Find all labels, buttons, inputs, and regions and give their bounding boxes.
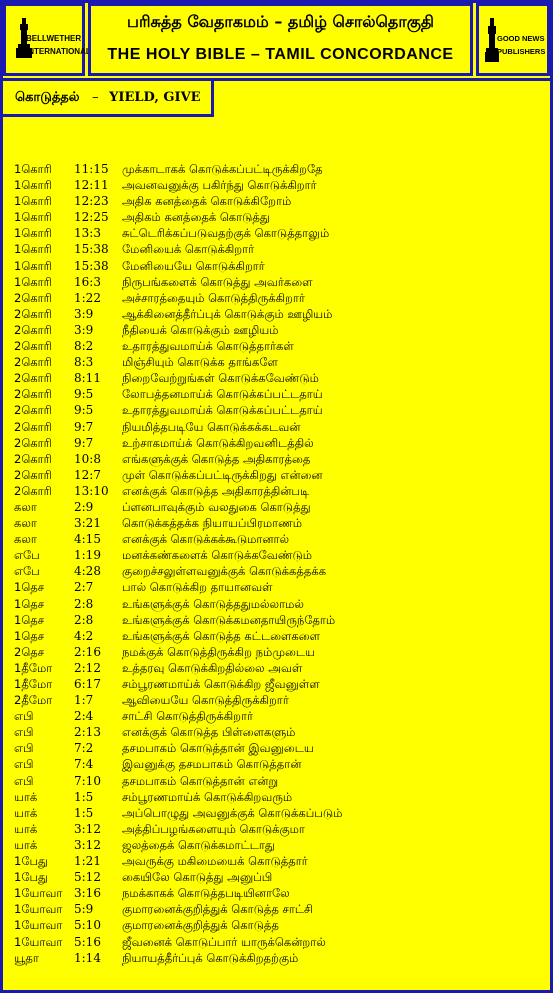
entry-reference: 9:5 bbox=[74, 403, 94, 418]
list-item bbox=[14, 515, 544, 531]
entry-reference: 8:11 bbox=[74, 371, 101, 386]
entry-reference: 7:2 bbox=[74, 741, 94, 756]
list-item bbox=[14, 579, 544, 595]
entry-reference: 1:14 bbox=[74, 950, 101, 965]
entry-reference: 4:15 bbox=[74, 532, 101, 547]
entry-book: 1தீமோ bbox=[14, 660, 53, 675]
entry-text: சுட்டெரிக்கப்படுவதற்குக் கொடுத்தாலும் bbox=[122, 226, 330, 241]
entry-book: 1யோவா bbox=[14, 934, 63, 949]
entry-reference: 2:13 bbox=[74, 725, 101, 740]
entry-reference: 1:21 bbox=[74, 854, 101, 869]
list-item bbox=[14, 290, 544, 306]
entry-book: எபி bbox=[14, 741, 34, 756]
headword-separator: – bbox=[92, 90, 99, 105]
list-item bbox=[14, 853, 544, 869]
entry-text: அவனவனுக்கு பகிர்ந்து கொடுக்கிறார் bbox=[122, 178, 317, 193]
entry-reference: 2:7 bbox=[74, 580, 94, 595]
entry-reference: 3:12 bbox=[74, 821, 101, 836]
list-item bbox=[14, 773, 544, 789]
entry-text: கையிலே கொடுத்து அனுப்பி bbox=[122, 870, 273, 885]
list-item bbox=[14, 402, 544, 418]
entry-text: ப்ளனபாவுக்கும் வலதுகை கொடுத்து bbox=[122, 499, 311, 514]
entry-book: 2கொரி bbox=[14, 306, 52, 321]
entry-text: உதாரத்துவமாய்க் கொடுத்தார்கள் bbox=[122, 339, 294, 354]
good-news-logo bbox=[476, 3, 550, 76]
entry-book: 1யோவா bbox=[14, 886, 63, 901]
entry-book: 1பேது bbox=[14, 854, 49, 869]
entry-book: 2கொரி bbox=[14, 387, 52, 402]
list-item bbox=[14, 386, 544, 402]
entry-text: நமக்காகக் கொடுத்தபடியினாலே bbox=[122, 886, 290, 901]
entry-text: தசமபாகம் கொடுத்தான் இவனுடைய bbox=[122, 741, 314, 756]
entry-book: 1கொரி bbox=[14, 162, 52, 176]
entry-book: எபே bbox=[14, 548, 40, 563]
entry-book: 2கொரி bbox=[14, 467, 52, 482]
entry-reference: 3:12 bbox=[74, 837, 101, 852]
list-item bbox=[14, 821, 544, 837]
entry-text: ஜலத்தைக் கொடுக்கமாட்டாது bbox=[122, 837, 275, 852]
entry-text: பால் கொடுக்கிற தாயானவள் bbox=[122, 580, 273, 595]
entry-reference: 15:38 bbox=[74, 258, 109, 273]
entry-text: குறைச்சலுள்ளவனுக்குக் கொடுக்கத்தக்க bbox=[122, 564, 327, 579]
entry-reference: 2:8 bbox=[74, 612, 94, 627]
entry-reference: 16:3 bbox=[74, 274, 101, 289]
entry-book: 1தெச bbox=[14, 612, 45, 627]
entry-reference: 12:11 bbox=[74, 178, 109, 193]
list-item bbox=[14, 435, 544, 451]
entry-reference: 4:2 bbox=[74, 628, 94, 643]
list-item bbox=[14, 274, 544, 290]
entry-book: யாக் bbox=[14, 805, 38, 820]
entry-reference: 15:38 bbox=[74, 242, 109, 257]
entry-book: எபி bbox=[14, 773, 34, 788]
entry-book: 1கொரி bbox=[14, 178, 52, 193]
list-item bbox=[14, 306, 544, 322]
entry-text: குமாரனைக்குறித்துக் கொடுத்த bbox=[122, 918, 279, 933]
entry-reference: 8:2 bbox=[74, 339, 94, 354]
entry-book: 2கொரி bbox=[14, 371, 52, 386]
entry-text: சம்பூரணமாய்க் கொடுக்கிற ஜீவனுள்ள bbox=[122, 677, 320, 691]
entry-book: கலா bbox=[14, 516, 37, 531]
list-item bbox=[14, 596, 544, 612]
list-item bbox=[14, 258, 544, 274]
entry-text: எனக்குக் கொடுத்த பிள்ளைகளும் bbox=[122, 725, 296, 740]
entry-book: 1பேது bbox=[14, 870, 49, 885]
entry-book: 2கொரி bbox=[14, 451, 52, 466]
entry-text: உதாரத்துவமாய்க் கொடுக்கப்பட்டதாய் bbox=[122, 403, 323, 418]
entry-book: எபி bbox=[14, 757, 34, 772]
entry-text: உங்களுக்குக் கொடுத்த கட்டளைகளை bbox=[122, 628, 320, 643]
headword-english: YIELD, GIVE bbox=[109, 90, 201, 105]
list-item bbox=[14, 756, 544, 772]
entry-reference: 5:9 bbox=[74, 902, 94, 917]
entry-book: 2கொரி bbox=[14, 419, 52, 434]
entry-book: 2கொரி bbox=[14, 339, 52, 354]
entry-text: அத்திப்பழங்களையும் கொடுக்குமா bbox=[122, 821, 305, 836]
list-item bbox=[14, 419, 544, 435]
entry-book: எபே bbox=[14, 564, 40, 579]
entry-text: மேனியையே கொடுக்கிறார் bbox=[122, 258, 265, 273]
entry-book: 1தெச bbox=[14, 580, 45, 595]
entry-reference: 7:4 bbox=[74, 757, 94, 772]
entry-text: உங்களுக்குக் கொடுத்ததுமல்லாமல் bbox=[122, 596, 304, 611]
entry-reference: 2:4 bbox=[74, 709, 94, 724]
entry-text: ஆவியையே கொடுத்திருக்கிறார் bbox=[122, 693, 289, 708]
entry-reference: 3:9 bbox=[74, 322, 94, 337]
entry-book: 2கொரி bbox=[14, 290, 52, 305]
entry-reference: 5:10 bbox=[74, 918, 101, 933]
list-item bbox=[14, 499, 544, 515]
list-item bbox=[14, 934, 544, 950]
entry-book: 1தெச bbox=[14, 628, 45, 643]
entry-book: 2தெச bbox=[14, 644, 45, 659]
entry-reference: 13:3 bbox=[74, 226, 101, 241]
entry-reference: 10:8 bbox=[74, 451, 101, 466]
list-item bbox=[14, 547, 544, 563]
entry-book: 1தெச bbox=[14, 596, 45, 611]
list-item bbox=[14, 837, 544, 853]
entry-reference: 8:3 bbox=[74, 355, 94, 370]
entry-reference: 2:8 bbox=[74, 596, 94, 611]
entry-reference: 12:25 bbox=[74, 210, 109, 225]
entry-text: முக்காடாகக் கொடுக்கப்பட்டிருக்கிறதே bbox=[122, 162, 323, 176]
list-item bbox=[14, 708, 544, 724]
entry-text: அதிகம் கனத்தைக் கொடுத்து bbox=[122, 210, 270, 225]
list-item bbox=[14, 241, 544, 257]
entry-reference: 7:10 bbox=[74, 773, 101, 788]
entry-book: யாக் bbox=[14, 789, 38, 804]
list-item bbox=[14, 724, 544, 740]
entry-reference: 12:7 bbox=[74, 467, 101, 482]
left-logo-line1: BELLWETHER bbox=[26, 34, 82, 43]
entry-reference: 1:5 bbox=[74, 805, 94, 820]
entry-text: கொடுக்கத்தக்க நியாயப்பிரமாணம் bbox=[122, 516, 303, 531]
entry-text: லோபத்தனமாய்க் கொடுக்கப்பட்டதாய் bbox=[122, 387, 323, 402]
entry-text: இவனுக்கு தசமபாகம் கொடுத்தான் bbox=[122, 757, 302, 772]
header bbox=[0, 0, 553, 79]
entry-book: 1கொரி bbox=[14, 194, 52, 209]
entry-text: தசமபாகம் கொடுத்தான் என்று bbox=[122, 773, 279, 788]
entry-reference: 6:17 bbox=[74, 677, 101, 691]
list-item bbox=[14, 483, 544, 499]
entry-book: யூதா bbox=[14, 950, 39, 965]
list-item bbox=[14, 644, 544, 660]
entry-text: சம்பூரணமாய்க் கொடுக்கிறவரும் bbox=[122, 789, 293, 804]
entry-text: நியாயத்தீர்ப்புக் கொடுக்கிறதற்கும் bbox=[122, 950, 299, 965]
list-item bbox=[14, 467, 544, 483]
entry-reference: 4:28 bbox=[74, 564, 101, 579]
list-item bbox=[14, 660, 544, 676]
entry-text: ஜீவனைக் கொடுப்பார் யாருக்கென்றால் bbox=[122, 934, 326, 949]
entry-book: 1தீமோ bbox=[14, 677, 53, 691]
entry-book: 1யோவா bbox=[14, 902, 63, 917]
title-box bbox=[88, 3, 473, 76]
list-item bbox=[14, 917, 544, 933]
entry-reference: 9:7 bbox=[74, 419, 94, 434]
list-item bbox=[14, 676, 544, 692]
entry-book: 1கொரி bbox=[14, 274, 52, 289]
entry-reference: 1:5 bbox=[74, 789, 94, 804]
right-logo-line2: PUBLISHERS bbox=[497, 47, 546, 56]
list-item bbox=[14, 209, 544, 225]
entry-book: எபி bbox=[14, 709, 34, 724]
list-item bbox=[14, 177, 544, 193]
entry-text: உற்சாகமாய்க் கொடுக்கிறவனிடத்தில் bbox=[122, 435, 314, 450]
entry-reference: 12:23 bbox=[74, 194, 109, 209]
entry-text: எனக்குக் கொடுக்கக்கூடுமானால் bbox=[122, 532, 290, 547]
entry-book: 1யோவா bbox=[14, 918, 63, 933]
list-item bbox=[14, 370, 544, 386]
entry-text: எனக்குக் கொடுத்த அதிகாரத்தின்படி bbox=[122, 483, 310, 498]
right-logo-line1: GOOD NEWS bbox=[497, 34, 545, 43]
entry-text: குமாரனைக்குறித்துக் கொடுத்த சாட்சி bbox=[122, 902, 314, 917]
list-item bbox=[14, 161, 544, 177]
entry-reference: 11:15 bbox=[74, 162, 109, 176]
list-item bbox=[14, 628, 544, 644]
entry-text: அவருக்கு மகிமையைக் கொடுத்தார் bbox=[122, 854, 308, 869]
entry-book: 1கொரி bbox=[14, 210, 52, 225]
list-item bbox=[14, 322, 544, 338]
list-item bbox=[14, 805, 544, 821]
entry-text: நிருபங்களைக் கொடுத்து அவர்களை bbox=[122, 274, 313, 289]
list-item bbox=[14, 901, 544, 917]
headword-box bbox=[3, 81, 214, 117]
entry-book: 2கொரி bbox=[14, 435, 52, 450]
list-item bbox=[14, 354, 544, 370]
entry-text: மேனியைக் கொடுக்கிறார் bbox=[122, 242, 255, 257]
entry-reference: 3:21 bbox=[74, 516, 101, 531]
entry-book: எபி bbox=[14, 725, 34, 740]
entry-text: நிறைவேற்றுங்கள் கொடுக்கவேண்டும் bbox=[122, 371, 319, 386]
list-item bbox=[14, 789, 544, 805]
list-item bbox=[14, 740, 544, 756]
list-item bbox=[14, 869, 544, 885]
entry-book: 2கொரி bbox=[14, 403, 52, 418]
entry-book: 2கொரி bbox=[14, 483, 52, 498]
entry-text: அதிக கனத்தைக் கொடுக்கிறோம் bbox=[122, 194, 292, 209]
entry-reference: 1:7 bbox=[74, 693, 94, 708]
entry-reference: 2:9 bbox=[74, 499, 94, 514]
entry-book: யாக் bbox=[14, 837, 38, 852]
concordance-list bbox=[14, 161, 544, 966]
list-item bbox=[14, 193, 544, 209]
entry-book: 2கொரி bbox=[14, 355, 52, 370]
entry-book: 1கொரி bbox=[14, 226, 52, 241]
entry-text: அப்பொழுது அவனுக்குக் கொடுக்கப்படும் bbox=[122, 805, 343, 820]
list-item bbox=[14, 451, 544, 467]
entry-reference: 9:5 bbox=[74, 387, 94, 402]
entry-text: மிஞ்சியும் கொடுக்க தாங்களே bbox=[122, 355, 278, 370]
entry-text: உத்தரவு கொடுக்கிறதில்லை அவள் bbox=[122, 660, 303, 675]
entry-book: 1கொரி bbox=[14, 258, 52, 273]
entry-book: கலா bbox=[14, 532, 37, 547]
entry-text: நியமித்தபடியே கொடுக்கக்கடவன் bbox=[122, 419, 301, 434]
entry-reference: 13:10 bbox=[74, 483, 109, 498]
entry-book: 1கொரி bbox=[14, 242, 52, 257]
entry-text: அச்சாரத்தையும் கொடுத்திருக்கிறார் bbox=[122, 290, 305, 305]
list-item bbox=[14, 950, 544, 966]
entry-book: கலா bbox=[14, 499, 37, 514]
list-item bbox=[14, 531, 544, 547]
headword bbox=[15, 90, 201, 106]
entry-text: மனக்கண்களைக் கொடுக்கவேண்டும் bbox=[122, 548, 312, 563]
entry-book: 2தீமோ bbox=[14, 693, 53, 708]
entry-reference: 3:16 bbox=[74, 886, 101, 901]
entry-book: யாக் bbox=[14, 821, 38, 836]
entry-text: நீதியைக் கொடுக்கும் ஊழியம் bbox=[122, 322, 279, 337]
list-item bbox=[14, 692, 544, 708]
entry-reference: 3:9 bbox=[74, 306, 94, 321]
left-logo-line2: INTERNATIONAL bbox=[26, 47, 91, 56]
title-english: THE HOLY BIBLE – TAMIL CONCORDANCE bbox=[107, 46, 454, 63]
list-item bbox=[14, 885, 544, 901]
title-tamil: பரிசுத்த வேதாகமம் – தமிழ் சொல்தொகுதி bbox=[127, 12, 434, 31]
entry-text: சாட்சி கொடுத்திருக்கிறார் bbox=[122, 709, 253, 724]
entry-book: 2கொரி bbox=[14, 322, 52, 337]
entry-text: எங்களுக்குக் கொடுத்த அதிகாரத்தை bbox=[122, 451, 311, 466]
entry-text: உங்களுக்குக் கொடுக்கமனதாயிருந்தோம் bbox=[122, 612, 336, 627]
list-item bbox=[14, 225, 544, 241]
headword-tamil: கொடுத்தல் bbox=[15, 90, 80, 105]
entry-text: நமக்குக் கொடுத்திருக்கிற நம்முடைய bbox=[122, 644, 315, 659]
entry-reference: 1:19 bbox=[74, 548, 101, 563]
entry-text: முள் கொடுக்கப்பட்டிருக்கிறது என்னை bbox=[122, 467, 323, 482]
entry-text: ஆக்கினைத்தீர்ப்புக் கொடுக்கும் ஊழியம் bbox=[122, 306, 333, 321]
list-item bbox=[14, 612, 544, 628]
bellwether-logo bbox=[3, 3, 91, 76]
entry-reference: 2:12 bbox=[74, 660, 101, 675]
entry-reference: 5:16 bbox=[74, 934, 101, 949]
entry-reference: 5:12 bbox=[74, 870, 101, 885]
entry-reference: 9:7 bbox=[74, 435, 94, 450]
list-item bbox=[14, 563, 544, 579]
list-item bbox=[14, 338, 544, 354]
entry-reference: 2:16 bbox=[74, 644, 101, 659]
entry-reference: 1:22 bbox=[74, 290, 101, 305]
